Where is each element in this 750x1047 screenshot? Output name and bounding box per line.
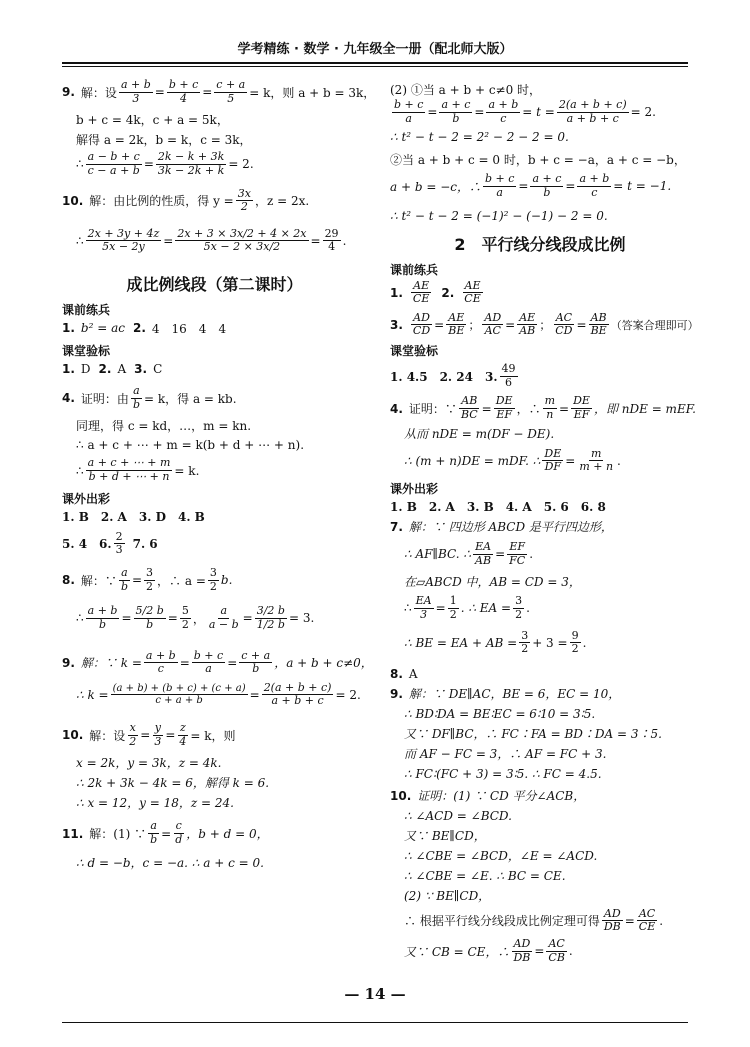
fraction: $\frac{3}{2}$ xyxy=(209,565,217,593)
extra-answers-2: 5. 4 6. $\frac{2}{3}$ 7. 6 xyxy=(62,529,158,557)
fraction: $\frac{a + b}{c}$ xyxy=(488,98,519,125)
left-column xyxy=(62,75,376,873)
fraction: $\frac{29}{4}$ xyxy=(324,226,339,254)
fraction: $\frac{2x + 3 \times 3x/2 + 4 \times 2x}{5x - 2 \times 3x/2}$ xyxy=(177,226,307,254)
r-q10-line1: 10. 证明：(1) ∵ CD 平分∠ACB， xyxy=(390,788,586,804)
fraction: $\frac{a}{b}$ xyxy=(150,819,158,847)
fraction: $\frac{m}{n}$ xyxy=(544,394,556,422)
fraction: $\frac{m}{m + n}$ xyxy=(579,446,614,474)
q10b-line1: 10. 解：设 $\frac{x}{2}$ = $\frac{y}{3}$ = $\frac{z}{4}$ = k，则 xyxy=(62,721,236,748)
extra-answers-1: 1. B 2. A 3. D 4. B xyxy=(62,510,205,525)
r-q10-line4: ∴ ∠CBE = ∠BCD，∠E = ∠ACD. xyxy=(404,849,598,864)
q10b-line3: ∴ 2k + 3k − 4k = 6，解得 k = 6. xyxy=(76,775,270,790)
fraction: $\frac{DE}{DF}$ xyxy=(544,446,562,474)
r1-line1: (2) ①当 a + b + c≠0 时， xyxy=(390,82,542,97)
q10b-line2: x = 2k，y = 3k，z = 4k. xyxy=(76,755,222,770)
fraction: $\frac{(a + b) + (b + c) + (c + a)}{c + a + b}$ xyxy=(112,682,246,707)
fraction: $\frac{a}{b}$ xyxy=(132,384,140,411)
fraction: $\frac{z}{4}$ xyxy=(179,721,187,748)
fraction: $\frac{2k - k + 3k}{3k - 2k + k}$ xyxy=(157,150,225,177)
fraction: $\frac{AE}{AB}$ xyxy=(519,310,536,338)
section-label-extra: 课外出彩 xyxy=(62,491,111,506)
fraction: $\frac{c + a}{b}$ xyxy=(241,648,271,676)
fraction: $\frac{EA}{3}$ xyxy=(415,594,432,621)
fraction: $\frac{a}{b}$ xyxy=(120,565,128,593)
r-q4-line2: 从而 nDE = m(DF − DE). xyxy=(404,427,555,442)
fraction: $\frac{a + b}{3}$ xyxy=(120,78,151,105)
fraction: $\frac{2(a + b + c)}{a + b + c}$ xyxy=(263,680,332,708)
fraction: $\frac{y}{3}$ xyxy=(154,721,162,748)
fraction: $\frac{3}{2}$ xyxy=(515,594,523,621)
q7-line5: ∴ BE = EA + AB = $\frac{3}{2}$ + 3 = $\frac{9}{2}$ . xyxy=(404,628,587,656)
fraction: $\frac{a + c}{b}$ xyxy=(532,172,562,199)
q10-line1: 10. 解：由比例的性质，得 y = $\frac{3x}{2}$ ，z = 2x. xyxy=(62,186,310,214)
section-label-class: 课堂验标 xyxy=(62,344,111,359)
r-q9-line4: 而 AF − FC = 3，∴ AF = FC + 3. xyxy=(404,747,607,762)
fraction: $\frac{3}{2}$ xyxy=(521,628,529,656)
section-title: 成比例线段（第二课时） xyxy=(126,275,303,295)
section-label-class-2: 课堂验标 xyxy=(390,344,439,359)
fraction: $\frac{1}{2}$ xyxy=(449,594,457,621)
fraction: $\frac{b + c}{a}$ xyxy=(484,172,515,199)
fraction: $\frac{AD}{AC}$ xyxy=(484,310,502,338)
fraction: $\frac{AC}{CB}$ xyxy=(548,937,565,964)
fraction: $\frac{b + c}{a}$ xyxy=(394,98,424,125)
r-q10-line7: ∴ 根据平行线分线段成比例定理可得 $\frac{AD}{DB}$ = $\frac{AC}{CE}$ . xyxy=(404,906,664,934)
r1-line5: a + b = −c，∴ $\frac{b + c}{a}$ = $\frac{a + c}{b}$ = $\frac{a + b}{c}$ = t = −1. xyxy=(390,172,672,199)
q7-line2: ∴ AF∥BC. ∴ $\frac{EA}{AB}$ = $\frac{EF}{FC}$ . xyxy=(404,539,534,567)
fraction: $\frac{5/2 b}{b}$ xyxy=(135,604,164,631)
q9-line2: b + c = 4k，c + a = 5k， xyxy=(76,112,229,127)
section-label-extra-2: 课外出彩 xyxy=(390,481,439,496)
section-label-pre: 课前练兵 xyxy=(62,303,111,318)
fraction: $\frac{2(a + b + c)}{a + b + c}$ xyxy=(558,98,627,125)
class-answers: 1. D 2. A 3. C xyxy=(62,362,163,377)
r-q10-line6: (2) ∵ BE∥CD， xyxy=(404,889,491,904)
q11-line1: 11. 解：(1) ∵ $\frac{a}{b}$ = $\frac{c}{d}$ ，b + d = 0， xyxy=(62,819,269,847)
pre2-line2: 3. $\frac{AD}{CD}$ = $\frac{AE}{BE}$ ； $\frac{AD}{AC}$ = $\frac{AE}{AB}$ ； $\frac{AC}{CD}$ = $\frac{AB}{BE}$ （答案合理即可） xyxy=(390,310,699,338)
q10-line2: ∴ $\frac{2x + 3y + 4z}{5x - 2y}$ = $\frac{2x + 3 \times 3x/2 + 4 \times 2x}{5x - 2 \times 3x/2}$ = $\frac{29}{4}$ . xyxy=(76,226,347,254)
fraction: $\frac{5}{2}$ xyxy=(181,604,189,631)
section-title-2: 2 平行线分线段成比例 xyxy=(454,234,626,254)
r-q10-line3: 又∵ BE∥CD， xyxy=(404,829,486,844)
fraction: $\frac{2x + 3y + 4z}{5x - 2y}$ xyxy=(87,226,160,254)
fraction: $\frac{EF}{FC}$ xyxy=(509,539,526,567)
q9-line4: ∴ $\frac{a - b + c}{c - a + b}$ = $\frac{2k - k + 3k}{3k - 2k + k}$ = 2. xyxy=(76,150,254,177)
r1-line6: ∴ t² − t − 2 = (−1)² − (−1) − 2 = 0. xyxy=(390,208,608,223)
fraction: $\frac{DE}{EF}$ xyxy=(573,394,590,422)
page-number: — 14 — xyxy=(344,985,406,1003)
fraction: $\frac{c + a}{5}$ xyxy=(216,78,246,105)
fraction: $\frac{a}{a - b}$ xyxy=(208,604,239,631)
r1-line3: ∴ t² − t − 2 = 2² − 2 − 2 = 0. xyxy=(390,130,569,145)
r-q4-line3: ∴ (m + n)DE = mDF. ∴ $\frac{DE}{DF}$ = $\frac{m}{m + n}$ . xyxy=(404,446,621,474)
fraction: $\frac{3/2 b}{1/2 b}$ xyxy=(256,604,285,631)
fraction: $\frac{a + b}{c}$ xyxy=(145,648,176,676)
q7-line1: 7. 解：∵ 四边形 ABCD 是平行四边形， xyxy=(390,519,613,535)
r1-line2: $\frac{b + c}{a}$ = $\frac{a + c}{b}$ = $\frac{a + b}{c}$ = t = $\frac{2(a + b + c)}{a + b + c}$ = 2. xyxy=(394,98,656,125)
fraction: $\frac{AC}{CE}$ xyxy=(638,906,656,934)
r-q10-line8: 又∵ CB = CE，∴ $\frac{AD}{DB}$ = $\frac{AC}{CB}$ . xyxy=(404,937,573,964)
fraction: $\frac{3x}{2}$ xyxy=(237,186,251,214)
q9b-line2: ∴ k = $\frac{(a + b) + (b + c) + (c + a)}{c + a + b}$ = $\frac{2(a + b + c)}{a + b + c}$ = 2. xyxy=(76,680,361,708)
fraction: $\frac{c}{d}$ xyxy=(175,819,183,847)
q8-line1: 8. 解：∵ $\frac{a}{b}$ = $\frac{3}{2}$ ，∴ a = $\frac{3}{2}$ b. xyxy=(62,565,233,593)
q4-line1: 4. 证明：由 $\frac{a}{b}$ = k，得 a = kb. xyxy=(62,384,237,411)
header-rule xyxy=(62,62,688,64)
fraction: $\frac{49}{6}$ xyxy=(501,362,516,389)
q9-line3: 解得 a = 2k，b = k，c = 3k， xyxy=(76,132,252,147)
fraction: $\frac{x}{2}$ xyxy=(129,721,137,748)
q4-line3: ∴ a + c + ⋯ + m = k(b + d + ⋯ + n). xyxy=(76,438,305,453)
fraction: $\frac{AE}{BE}$ xyxy=(448,310,465,338)
r-q9-line3: 又∵ DF∥BC，∴ FC∶FA = BD∶DA = 3∶5. xyxy=(404,727,662,742)
fraction: $\frac{DE}{EF}$ xyxy=(495,394,513,422)
extra2-answers: 1. B 2. A 3. B 4. A 5. 6 6. 8 xyxy=(390,500,606,515)
fraction: $\frac{2}{3}$ xyxy=(115,529,123,557)
q9b-line1: 9. 解：∵ k = $\frac{a + b}{c}$ = $\frac{b + c}{a}$ = $\frac{c + a}{b}$ ，a + b + c≠0， xyxy=(62,648,373,676)
r-q4-line1: 4. 证明：∵ $\frac{AB}{BC}$ = $\frac{DE}{EF}$ ，∴ $\frac{m}{n}$ = $\frac{DE}{EF}$ ，即 nDE = mEF. xyxy=(390,394,696,422)
q4-line4: ∴ $\frac{a + c + \cdots + m}{b + d + \cdots + n}$ = k. xyxy=(76,456,200,484)
fraction: $\frac{EA}{AB}$ xyxy=(475,539,492,567)
q11-line2: ∴ d = −b，c = −a. ∴ a + c = 0. xyxy=(76,856,264,871)
fraction: $\frac{AD}{DB}$ xyxy=(603,906,621,934)
fraction: $\frac{a + b}{b}$ xyxy=(87,604,118,631)
q7-line4: ∴ $\frac{EA}{3}$ = $\frac{1}{2}$ . ∴ EA = $\frac{3}{2}$ . xyxy=(404,594,530,621)
r-q10-line5: ∴ ∠CBE = ∠E. ∴ BC = CE. xyxy=(404,868,566,883)
fraction: $\frac{b + c}{4}$ xyxy=(168,78,199,105)
fraction: $\frac{AD}{DB}$ xyxy=(513,937,531,964)
fraction: $\frac{AE}{CE}$ xyxy=(412,278,430,306)
fraction: $\frac{AD}{CD}$ xyxy=(412,310,431,338)
r-q9-line5: ∴ FC∶(FC + 3) = 3∶5. ∴ FC = 4.5. xyxy=(404,766,602,781)
fraction: $\frac{3}{2}$ xyxy=(146,565,154,593)
fraction: $\frac{a + b}{c}$ xyxy=(579,172,610,199)
r-q9-line2: ∴ BD∶DA = BE∶EC = 6∶10 = 3∶5. xyxy=(404,706,596,721)
pre-answers: 1. b² = ac 2. 4 16 4 4 xyxy=(62,321,227,336)
fraction: $\frac{a + c}{b}$ xyxy=(441,98,471,125)
fraction: $\frac{a - b + c}{c - a + b}$ xyxy=(87,150,140,177)
fraction: $\frac{AC}{CD}$ xyxy=(555,310,573,338)
r1-line4: ②当 a + b + c = 0 时，b + c = −a，a + c = −b， xyxy=(390,152,686,167)
r-q10-line2: ∴ ∠ACD = ∠BCD. xyxy=(404,808,512,823)
r-q9-line1: 9. 解：∵ DE∥AC，BE = 6，EC = 10， xyxy=(390,686,621,702)
fraction: $\frac{a + c + \cdots + m}{b + d + \cdots + n}$ xyxy=(87,456,171,484)
q7-line3: 在▱ABCD 中，AB = CD = 3， xyxy=(404,574,581,589)
q8-line2: ∴ $\frac{a + b}{b}$ = $\frac{5/2 b}{b}$ = $\frac{5}{2}$ ， $\frac{a}{a - b}$ = $\frac{3/2 b}{1/2 b}$ = 3. xyxy=(76,604,315,631)
fraction: $\frac{AB}{BC}$ xyxy=(460,394,478,422)
q10b-line4: ∴ x = 12，y = 18，z = 24. xyxy=(76,795,234,810)
q8-answer: 8. A xyxy=(390,666,418,681)
fraction: $\frac{AB}{BE}$ xyxy=(590,310,607,338)
pre2-line1: 1. $\frac{AE}{CE}$ 2. $\frac{AE}{CE}$ xyxy=(390,278,481,306)
header-rule-thin xyxy=(62,66,688,67)
page-header: 学考精练 · 数学 · 九年级全一册（配北师大版） xyxy=(237,42,513,57)
section-label-pre-2: 课前练兵 xyxy=(390,262,439,277)
q4-line2: 同理，得 c = kd，…，m = kn. xyxy=(76,418,252,433)
q9-line1: 9. 解：设 $\frac{a + b}{3}$ = $\frac{b + c}{4}$ = $\frac{c + a}{5}$ = k，则 a + b = 3k， xyxy=(62,78,376,105)
footer-rule xyxy=(62,1022,688,1023)
right-column xyxy=(390,75,699,964)
fraction: $\frac{9}{2}$ xyxy=(571,628,579,656)
fraction: $\frac{AE}{CE}$ xyxy=(464,278,481,306)
fraction: $\frac{b + c}{a}$ xyxy=(193,648,224,676)
class2-line1: 1. 4.5 2. 24 3. $\frac{49}{6}$ xyxy=(390,362,516,389)
